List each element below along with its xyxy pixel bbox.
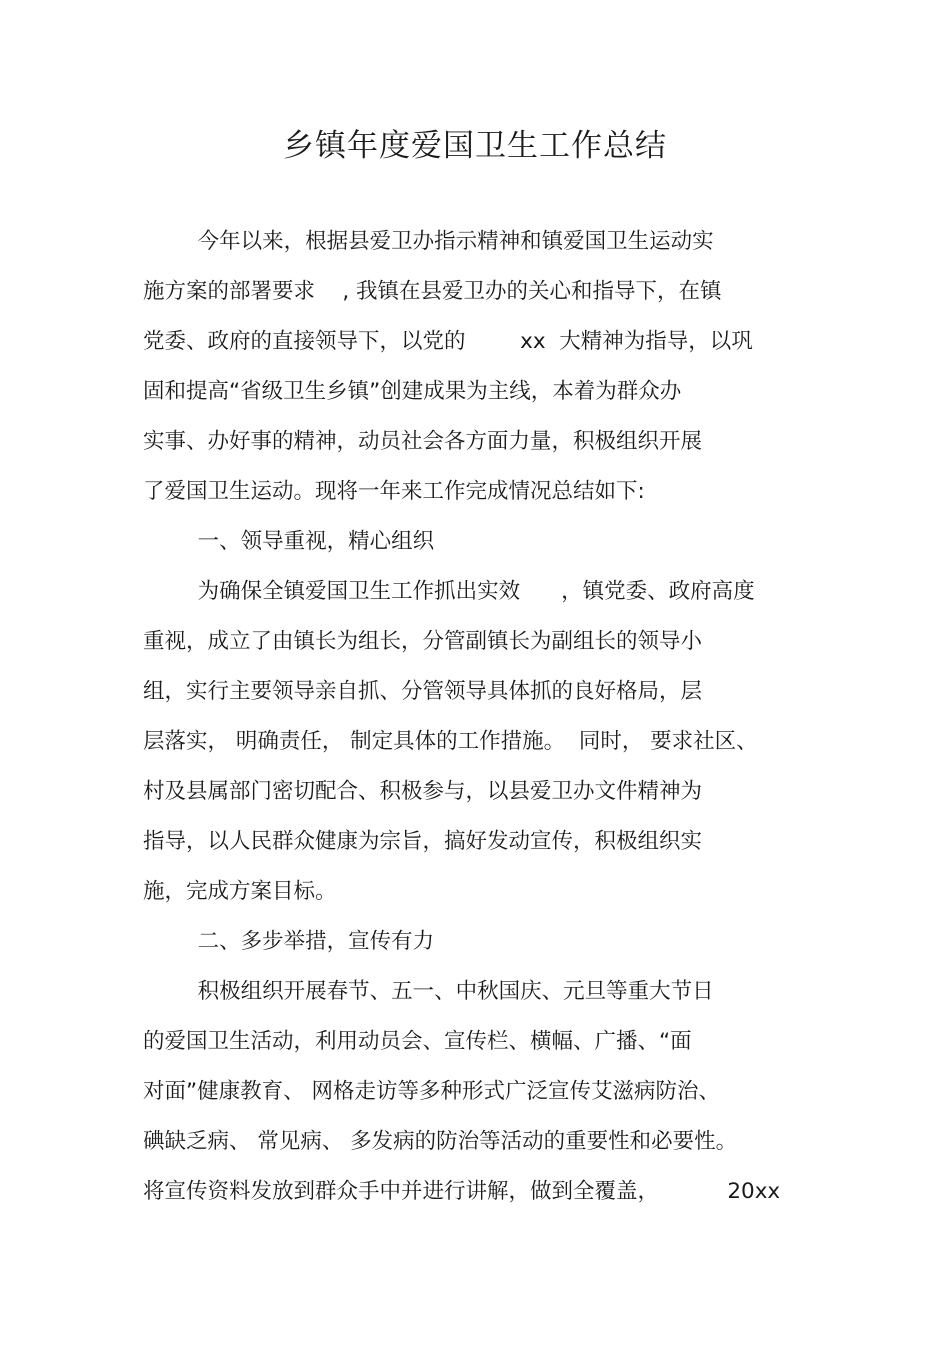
paragraph-line: 碘缺乏病、 常见病、 多发病的防治等活动的重要性和必要性。: [143, 1129, 738, 1154]
paragraph-line: 施方案的部署要求 , 我镇在县爱卫办的关心和指导下，在镇: [143, 279, 722, 304]
paragraph-line: 指导，以人民群众健康为宗旨，搞好发动宣传，积极组织实: [143, 829, 703, 854]
section-heading: 二、多步举措，宣传有力: [143, 929, 435, 954]
paragraph-line: 层落实， 明确责任， 制定具体的工作措施。 同时， 要求社区、: [143, 729, 758, 754]
paragraph-line: 为确保全镇爱国卫生工作抓出实效 ，镇党委、政府高度: [143, 579, 755, 604]
paragraph-line: 重视，成立了由镇长为组长，分管副镇长为副组长的领导小: [143, 629, 703, 654]
document-title: 乡镇年度爱国卫生工作总结: [283, 128, 667, 164]
paragraph-line: 对面”健康教育、 网格走访等多种形式广泛宣传艾滋病防治、: [143, 1079, 720, 1104]
paragraph-line: 固和提高“省级卫生乡镇”创建成果为主线，本着为群众办: [143, 379, 682, 404]
paragraph-line: 村及县属部门密切配合、积极参与，以县爱卫办文件精神为: [143, 779, 703, 804]
paragraph-line: 实事、办好事的精神，动员社会各方面力量，积极组织开展: [143, 429, 703, 454]
paragraph-line: 施，完成方案目标。: [143, 879, 337, 904]
section-heading: 一、领导重视，精心组织: [143, 529, 435, 554]
paragraph-line: 组，实行主要领导亲自抓、分管领导具体抓的良好格局，层: [143, 679, 703, 704]
paragraph-line: 将宣传资料发放到群众手中并进行讲解，做到全覆盖， 20xx: [143, 1179, 781, 1204]
paragraph-line: 党委、政府的直接领导下，以党的 xx 大精神为指导，以巩: [143, 329, 753, 354]
paragraph-line: 了爱国卫生运动。现将一年来工作完成情况总结如下:: [143, 479, 645, 504]
paragraph-line: 积极组织开展春节、五一、中秋国庆、元旦等重大节日: [143, 979, 714, 1004]
paragraph-line: 今年以来，根据县爱卫办指示精神和镇爱国卫生运动实: [143, 229, 714, 254]
paragraph-line: 的爱国卫生活动，利用动员会、宣传栏、横幅、广播、“面: [143, 1029, 692, 1054]
